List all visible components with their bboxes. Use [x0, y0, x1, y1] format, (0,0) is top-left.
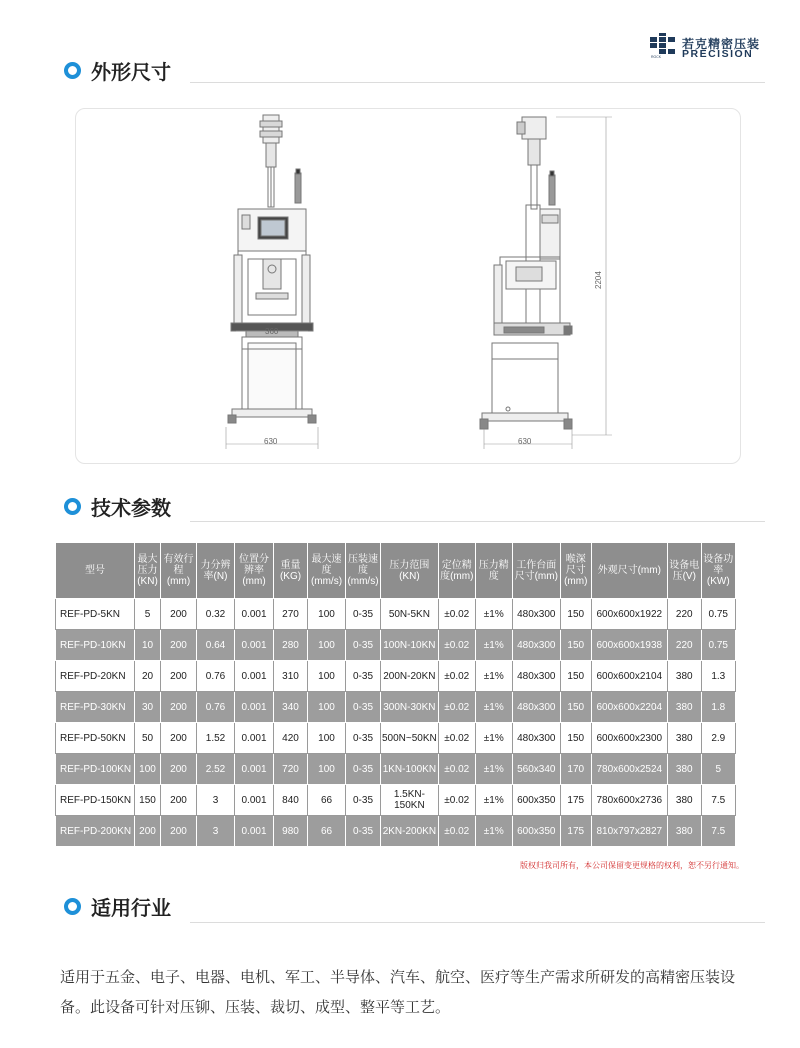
- table-cell: ±1%: [475, 661, 512, 692]
- table-cell: 200: [161, 630, 197, 661]
- table-cell: ±1%: [475, 816, 512, 847]
- table-cell: 100: [308, 599, 346, 630]
- table-cell: 0.76: [197, 661, 235, 692]
- table-cell: 3: [197, 816, 235, 847]
- table-cell: 380: [667, 816, 701, 847]
- table-row: [56, 785, 736, 816]
- table-header-cell: 外观尺寸(mm): [591, 543, 667, 599]
- model-cell: REF-PD-50KN: [56, 723, 135, 754]
- spec-table-body: [56, 599, 736, 847]
- table-cell: 380: [667, 785, 701, 816]
- table-cell: 200: [161, 754, 197, 785]
- section-title-dimensions: 外形尺寸: [91, 60, 171, 84]
- table-cell: 560x340: [512, 754, 560, 785]
- table-cell: 0.75: [701, 630, 735, 661]
- table-cell: ±1%: [475, 599, 512, 630]
- dim-side-height: 2204: [594, 271, 603, 289]
- table-cell: 200: [161, 661, 197, 692]
- table-row: [56, 599, 736, 630]
- table-cell: 780x600x2524: [591, 754, 667, 785]
- table-cell: 200: [161, 785, 197, 816]
- table-cell: 0.001: [235, 661, 274, 692]
- spec-table-header-row: [56, 543, 736, 599]
- table-cell: 175: [560, 785, 591, 816]
- model-cell: REF-PD-200KN: [56, 816, 135, 847]
- table-cell: 150: [560, 630, 591, 661]
- table-cell: 270: [274, 599, 308, 630]
- table-cell: ±1%: [475, 630, 512, 661]
- table-cell: 480x300: [512, 661, 560, 692]
- table-cell: 3: [197, 785, 235, 816]
- spec-table: [55, 542, 736, 847]
- dim-front-top-width: 360: [265, 327, 279, 336]
- table-cell: 150: [560, 723, 591, 754]
- table-cell: 0-35: [346, 630, 381, 661]
- table-cell: 220: [667, 630, 701, 661]
- table-cell: 200: [161, 599, 197, 630]
- table-cell: ±0.02: [438, 816, 475, 847]
- section-bullet-icon: [64, 898, 81, 915]
- table-cell: 200: [161, 723, 197, 754]
- table-cell: 310: [274, 661, 308, 692]
- table-cell: 380: [667, 661, 701, 692]
- table-cell: 600x600x1938: [591, 630, 667, 661]
- table-cell: 600x600x2204: [591, 692, 667, 723]
- table-cell: 100: [308, 723, 346, 754]
- table-cell: 20: [135, 661, 161, 692]
- svg-text:ROCK: ROCK: [651, 55, 662, 59]
- brand-logo-icon: [648, 33, 678, 59]
- table-cell: 100: [135, 754, 161, 785]
- table-cell: 500N~50KN: [381, 723, 439, 754]
- table-cell: 0-35: [346, 599, 381, 630]
- table-cell: 0-35: [346, 661, 381, 692]
- table-header-cell: 喉深尺寸(mm): [560, 543, 591, 599]
- table-header-cell: 有效行程(mm): [161, 543, 197, 599]
- table-cell: 480x300: [512, 599, 560, 630]
- table-cell: 150: [135, 785, 161, 816]
- table-row: [56, 692, 736, 723]
- table-cell: 0.001: [235, 754, 274, 785]
- table-cell: 200: [161, 692, 197, 723]
- table-header-cell: 最大速度(mm/s): [308, 543, 346, 599]
- brand: [648, 33, 768, 61]
- dim-front-base-width: 630: [264, 437, 278, 446]
- table-cell: 0-35: [346, 785, 381, 816]
- table-cell: 720: [274, 754, 308, 785]
- model-cell: REF-PD-150KN: [56, 785, 135, 816]
- table-cell: 600x600x1922: [591, 599, 667, 630]
- section-title-specs: 技术参数: [91, 496, 171, 520]
- table-cell: 100N-10KN: [381, 630, 439, 661]
- table-cell: 980: [274, 816, 308, 847]
- table-cell: 0.32: [197, 599, 235, 630]
- table-cell: 5: [135, 599, 161, 630]
- table-header-cell: 设备功率(KW): [701, 543, 735, 599]
- table-cell: 66: [308, 785, 346, 816]
- model-cell: REF-PD-20KN: [56, 661, 135, 692]
- table-cell: ±0.02: [438, 754, 475, 785]
- table-cell: ±0.02: [438, 630, 475, 661]
- table-row: [56, 661, 736, 692]
- table-cell: ±1%: [475, 723, 512, 754]
- table-cell: ±1%: [475, 692, 512, 723]
- table-cell: 600x600x2104: [591, 661, 667, 692]
- table-cell: 10: [135, 630, 161, 661]
- table-cell: 480x300: [512, 723, 560, 754]
- table-cell: ±0.02: [438, 599, 475, 630]
- table-cell: 2KN-200KN: [381, 816, 439, 847]
- table-cell: 7.5: [701, 816, 735, 847]
- table-cell: 50: [135, 723, 161, 754]
- table-cell: 2.52: [197, 754, 235, 785]
- table-header-cell: 设备电压(V): [667, 543, 701, 599]
- table-cell: 200: [161, 816, 197, 847]
- table-cell: 600x600x2300: [591, 723, 667, 754]
- table-cell: 0.001: [235, 723, 274, 754]
- table-row: [56, 630, 736, 661]
- section-divider: [190, 922, 765, 923]
- table-cell: 0.001: [235, 785, 274, 816]
- dimension-drawing-panel: [75, 108, 741, 464]
- table-cell: ±1%: [475, 785, 512, 816]
- table-header-cell: 力分辨率(N): [197, 543, 235, 599]
- section-title-industry: 适用行业: [91, 896, 171, 920]
- front-view-drawing: [226, 115, 318, 449]
- table-cell: 1.5KN-150KN: [381, 785, 439, 816]
- table-cell: 150: [560, 599, 591, 630]
- table-header-cell: 压装速度(mm/s): [346, 543, 381, 599]
- table-cell: 600x350: [512, 785, 560, 816]
- table-cell: 100: [308, 692, 346, 723]
- table-row: [56, 723, 736, 754]
- table-cell: 300N-30KN: [381, 692, 439, 723]
- table-cell: 810x797x2827: [591, 816, 667, 847]
- table-cell: 175: [560, 816, 591, 847]
- table-cell: 0.001: [235, 630, 274, 661]
- table-header-cell: 压力精度: [475, 543, 512, 599]
- brand-name-cn: 若克精密压装: [682, 37, 761, 51]
- table-cell: 0-35: [346, 723, 381, 754]
- industry-description: 适用于五金、电子、电器、电机、军工、半导体、汽车、航空、医疗等生产需求所研发的高精密压装设备。此设备可针对压铆、压装、裁切、成型、整平等工艺。: [60, 968, 736, 1016]
- table-cell: 0.001: [235, 599, 274, 630]
- table-cell: 100: [308, 754, 346, 785]
- table-cell: ±0.02: [438, 785, 475, 816]
- table-cell: 380: [667, 723, 701, 754]
- table-cell: 0-35: [346, 816, 381, 847]
- section-bullet-icon: [64, 498, 81, 515]
- table-cell: 100: [308, 630, 346, 661]
- table-cell: 420: [274, 723, 308, 754]
- table-header-cell: 位置分辨率(mm): [235, 543, 274, 599]
- table-cell: 1KN-100KN: [381, 754, 439, 785]
- table-header-cell: 重量(KG): [274, 543, 308, 599]
- table-cell: 0.64: [197, 630, 235, 661]
- section-divider: [190, 521, 765, 522]
- table-cell: 380: [667, 754, 701, 785]
- table-cell: ±1%: [475, 754, 512, 785]
- model-cell: REF-PD-100KN: [56, 754, 135, 785]
- table-cell: 0-35: [346, 754, 381, 785]
- table-cell: 220: [667, 599, 701, 630]
- table-cell: 1.8: [701, 692, 735, 723]
- table-cell: 200N-20KN: [381, 661, 439, 692]
- table-cell: 840: [274, 785, 308, 816]
- table-header-cell: 工作台面尺寸(mm): [512, 543, 560, 599]
- section-divider: [190, 82, 765, 83]
- table-header-cell: 压力范围(KN): [381, 543, 439, 599]
- table-cell: 1.3: [701, 661, 735, 692]
- table-header-cell: 型号: [56, 543, 135, 599]
- model-cell: REF-PD-5KN: [56, 599, 135, 630]
- table-cell: 200: [135, 816, 161, 847]
- table-cell: 600x350: [512, 816, 560, 847]
- table-cell: 7.5: [701, 785, 735, 816]
- table-cell: 5: [701, 754, 735, 785]
- model-cell: REF-PD-30KN: [56, 692, 135, 723]
- table-header-cell: 定位精度(mm): [438, 543, 475, 599]
- table-header-cell: 最大压力(KN): [135, 543, 161, 599]
- table-cell: 30: [135, 692, 161, 723]
- machine-drawing: [76, 109, 742, 465]
- dim-side-base-width: 630: [518, 437, 532, 446]
- table-cell: 170: [560, 754, 591, 785]
- table-cell: 100: [308, 661, 346, 692]
- table-cell: ±0.02: [438, 692, 475, 723]
- table-cell: 0.001: [235, 692, 274, 723]
- table-cell: 150: [560, 661, 591, 692]
- table-cell: 480x300: [512, 692, 560, 723]
- table-cell: 380: [667, 692, 701, 723]
- table-cell: 66: [308, 816, 346, 847]
- table-cell: 1.52: [197, 723, 235, 754]
- table-cell: 780x600x2736: [591, 785, 667, 816]
- table-cell: 0.75: [701, 599, 735, 630]
- side-view-drawing: [480, 117, 612, 449]
- table-cell: 2.9: [701, 723, 735, 754]
- table-cell: ±0.02: [438, 661, 475, 692]
- table-cell: 0-35: [346, 692, 381, 723]
- table-cell: 0.76: [197, 692, 235, 723]
- table-cell: ±0.02: [438, 723, 475, 754]
- table-cell: 340: [274, 692, 308, 723]
- table-cell: 50N-5KN: [381, 599, 439, 630]
- copyright-notice: 版权归我司所有，本公司保留变更规格的权利，恕不另行通知。: [520, 861, 744, 870]
- section-bullet-icon: [64, 62, 81, 79]
- table-cell: 0.001: [235, 816, 274, 847]
- table-row: [56, 816, 736, 847]
- table-cell: 150: [560, 692, 591, 723]
- table-cell: 280: [274, 630, 308, 661]
- table-cell: 480x300: [512, 630, 560, 661]
- brand-name-en: PRECISION: [682, 48, 754, 60]
- model-cell: REF-PD-10KN: [56, 630, 135, 661]
- table-row: [56, 754, 736, 785]
